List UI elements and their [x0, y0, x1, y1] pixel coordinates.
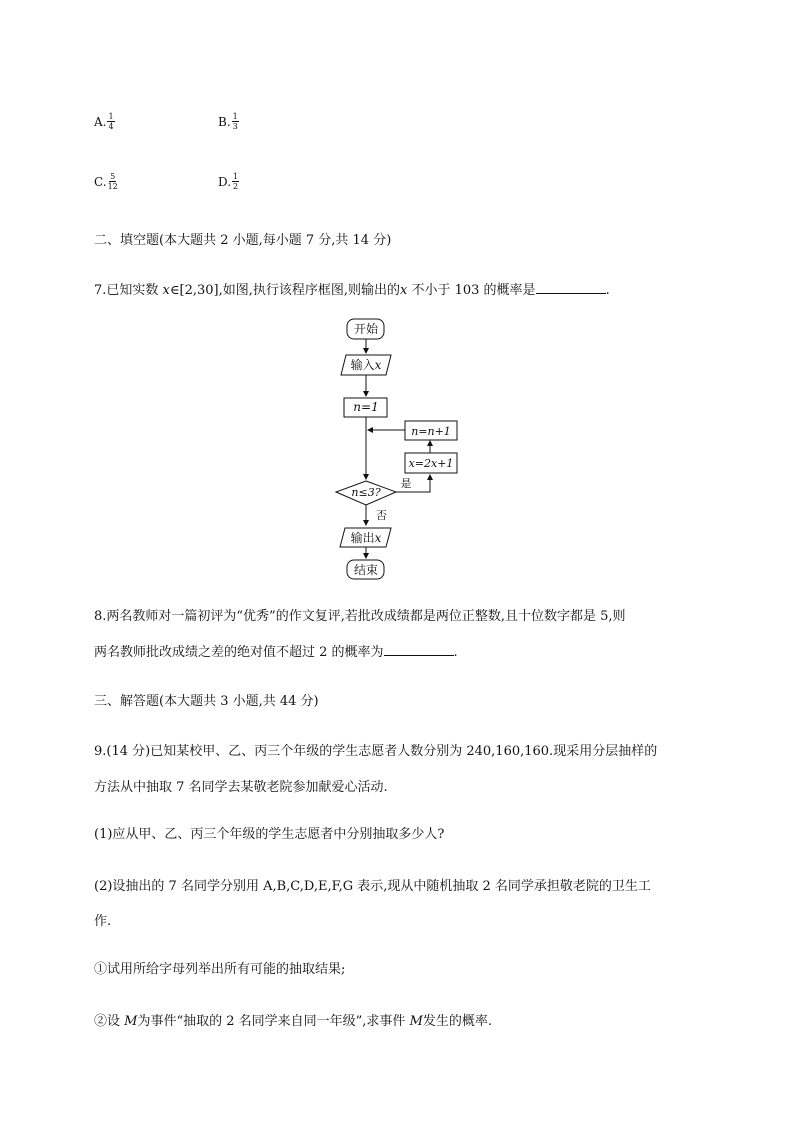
- yes-label: 是: [400, 477, 412, 490]
- option-letter: D.: [218, 174, 232, 189]
- section-heading-fill-in: 二、填空题(本大题共 2 小题,每小题 7 分,共 14 分): [94, 233, 392, 248]
- question-9-part2-line2: 作.: [94, 914, 112, 929]
- question-8-line1: 8.两名教师对一篇初评为“优秀”的作文复评,若批改成绩都是两位正整数,且十位数字都是 5,则: [94, 609, 626, 624]
- input-label: 输入x: [350, 358, 382, 372]
- option-fraction: $\frac{1}{4}$: [108, 112, 114, 131]
- answer-blank: [536, 283, 606, 294]
- question-7: 7.已知实数 x∈[2,30],如图,执行该程序框图,则输出的x 不小于 103 的概率是 .: [94, 283, 610, 298]
- option-a: [94, 112, 115, 131]
- question-9-part1: (1)应从甲、乙、丙三个年级的学生志愿者中分别抽取多少人?: [94, 827, 445, 842]
- option-d: [218, 172, 239, 191]
- question-9-sub1: ①试用所给字母列举出所有可能的抽取结果;: [94, 962, 346, 977]
- end-label: 结束: [353, 563, 379, 577]
- option-c: [94, 172, 118, 191]
- update-n-label: n=n+1: [411, 425, 451, 438]
- section-heading-solve: 三、解答题(本大题共 3 小题,共 44 分): [94, 694, 319, 709]
- question-9-line2: 方法从中抽取 7 名同学去某敬老院参加献爱心活动.: [94, 780, 388, 795]
- condition-label: n≤3?: [351, 486, 381, 499]
- question-9-line1: 9.(14 分)已知某校甲、乙、丙三个年级的学生志愿者人数分别为 240,160,160.现采用分层抽样的: [94, 744, 658, 759]
- option-letter: C.: [94, 174, 107, 189]
- option-letter: B.: [218, 114, 231, 129]
- answer-blank: [384, 645, 454, 656]
- question-8-line2: 两名教师批改成绩之差的绝对值不超过 2 的概率为 .: [94, 645, 458, 660]
- option-letter: A.: [94, 114, 107, 129]
- output-label: 输出x: [350, 531, 382, 545]
- question-9-sub2: ②设 M为事件“抽取的 2 名同学来自同一年级”,求事件 M发生的概率.: [94, 1014, 493, 1029]
- question-9-part2-line1: (2)设抽出的 7 名同学分别用 A,B,C,D,E,F,G 表示,现从中随机抽取 2 名同学承担敬老院的卫生工: [94, 879, 651, 894]
- start-label: 开始: [353, 322, 379, 336]
- no-label: 否: [376, 509, 387, 522]
- option-fraction: $\frac{5}{12}$: [107, 172, 118, 191]
- option-b: [218, 112, 239, 131]
- init-label: n=1: [353, 400, 379, 414]
- option-fraction: $\frac{1}{3}$: [232, 112, 238, 131]
- option-fraction: $\frac{1}{2}$: [233, 172, 239, 191]
- update-x-label: x=2x+1: [408, 457, 454, 470]
- flowchart: [0, 310, 794, 610]
